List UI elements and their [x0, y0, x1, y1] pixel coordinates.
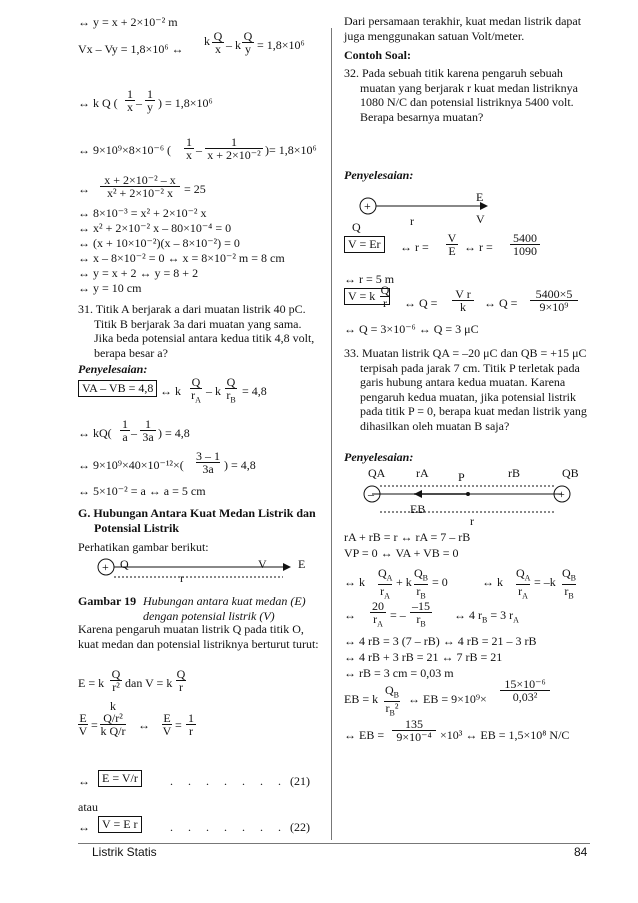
- section-g-heading: G. Hubungan Antara Kuat Medan Listrik dan Potensial Listrik: [78, 506, 316, 535]
- box-eq21: E = V/r: [98, 770, 142, 787]
- frac-q-x: Q x: [213, 29, 223, 56]
- charge-plus-sign: +: [364, 199, 371, 213]
- footer-rule: [78, 843, 590, 844]
- caption-text: Hubungan antara kuat medan (E) dengan potensial listrik (V): [143, 594, 306, 623]
- eq-vx-vy: Vx – Vy = 1,8×10⁶ ↔: [78, 42, 184, 56]
- arrow-head: [283, 563, 291, 571]
- fig19-label-v: V: [258, 557, 267, 571]
- eq4: ↔ 9×10⁹×8×10⁻⁶ (: [78, 143, 171, 157]
- box-v-kqr: V = k: [344, 288, 390, 305]
- penyelesaian-32: Penyelesaian:: [344, 168, 414, 182]
- frac-eq5: x + 2×10⁻² – x x² + 2×10⁻² x: [100, 174, 180, 199]
- question-31: 31. Titik A berjarak a dari muatan listrik 40 pC. Titik B berjarak 3a dari muatan yang sama. Jika beda potensial antara kedua titik 4,8 volt, berapa besar a?: [78, 302, 315, 360]
- frac-q-y: Q y: [243, 29, 253, 56]
- question-32: 32. Pada sebuah titik karena pengaruh sebuah muatan yang berjarak r kuat medan listriknya 1080 N/C dan potensial listriknya 5400 volt. Berapa besarnya muatan?: [344, 66, 578, 124]
- intro-paragraph: Dari persamaan terakhir, kuat medan listrik dapat juga menggunakan satuan Volt/meter.: [344, 14, 582, 43]
- eb-arrow-head: [414, 490, 422, 498]
- fig19-label-r: r: [180, 571, 184, 585]
- point-p: [466, 492, 470, 496]
- eq3: ↔ k Q (: [78, 96, 118, 110]
- charge-qa-sign: –: [368, 487, 374, 501]
- box-eq22: V = E r: [98, 816, 142, 833]
- box-va-vb: VA – VB = 4,8: [78, 380, 157, 397]
- penyelesaian-31: Penyelesaian:: [78, 362, 148, 376]
- question-33: 33. Muatan listrik QA = –20 μC dan QB = +15 μC terpisah pada jarak 7 cm. Titik P terletak pada garis hubung antara kedua muatan. Karena pengaruh kedua muatan, jika potensial listrik pada titik P = 0, berapa kuat medan listrik yang dihasilkan oleh muatan B saja?: [344, 346, 587, 433]
- figure-19: [78, 555, 318, 591]
- penyelesaian-33: Penyelesaian:: [344, 450, 414, 464]
- contoh-soal-heading: Contoh Soal:: [344, 48, 412, 62]
- fig19-label-e: E: [298, 557, 306, 571]
- column-divider: [331, 28, 332, 840]
- eq21-number: (21): [290, 774, 310, 788]
- page-number: 84: [574, 845, 588, 859]
- figure-q32: [344, 186, 594, 226]
- charge-qb-sign: +: [558, 487, 565, 501]
- caption-number: Gambar 19: [78, 594, 137, 608]
- box-v-er: V = Er: [344, 236, 385, 253]
- charge-plus-sign: +: [102, 560, 109, 574]
- eq-k-frac: k: [204, 34, 210, 48]
- paragraph-intro: Karena pengaruh muatan listrik Q pada titik O, kuat medan dan potensial listriknya berturut turut:: [78, 622, 319, 651]
- footer-title: Listrik Statis: [92, 845, 157, 859]
- eq22-number: (22): [290, 820, 310, 834]
- fig19-label-q: Q: [120, 557, 129, 571]
- eq-y: ↔ y = x + 2×10⁻² m: [78, 15, 178, 29]
